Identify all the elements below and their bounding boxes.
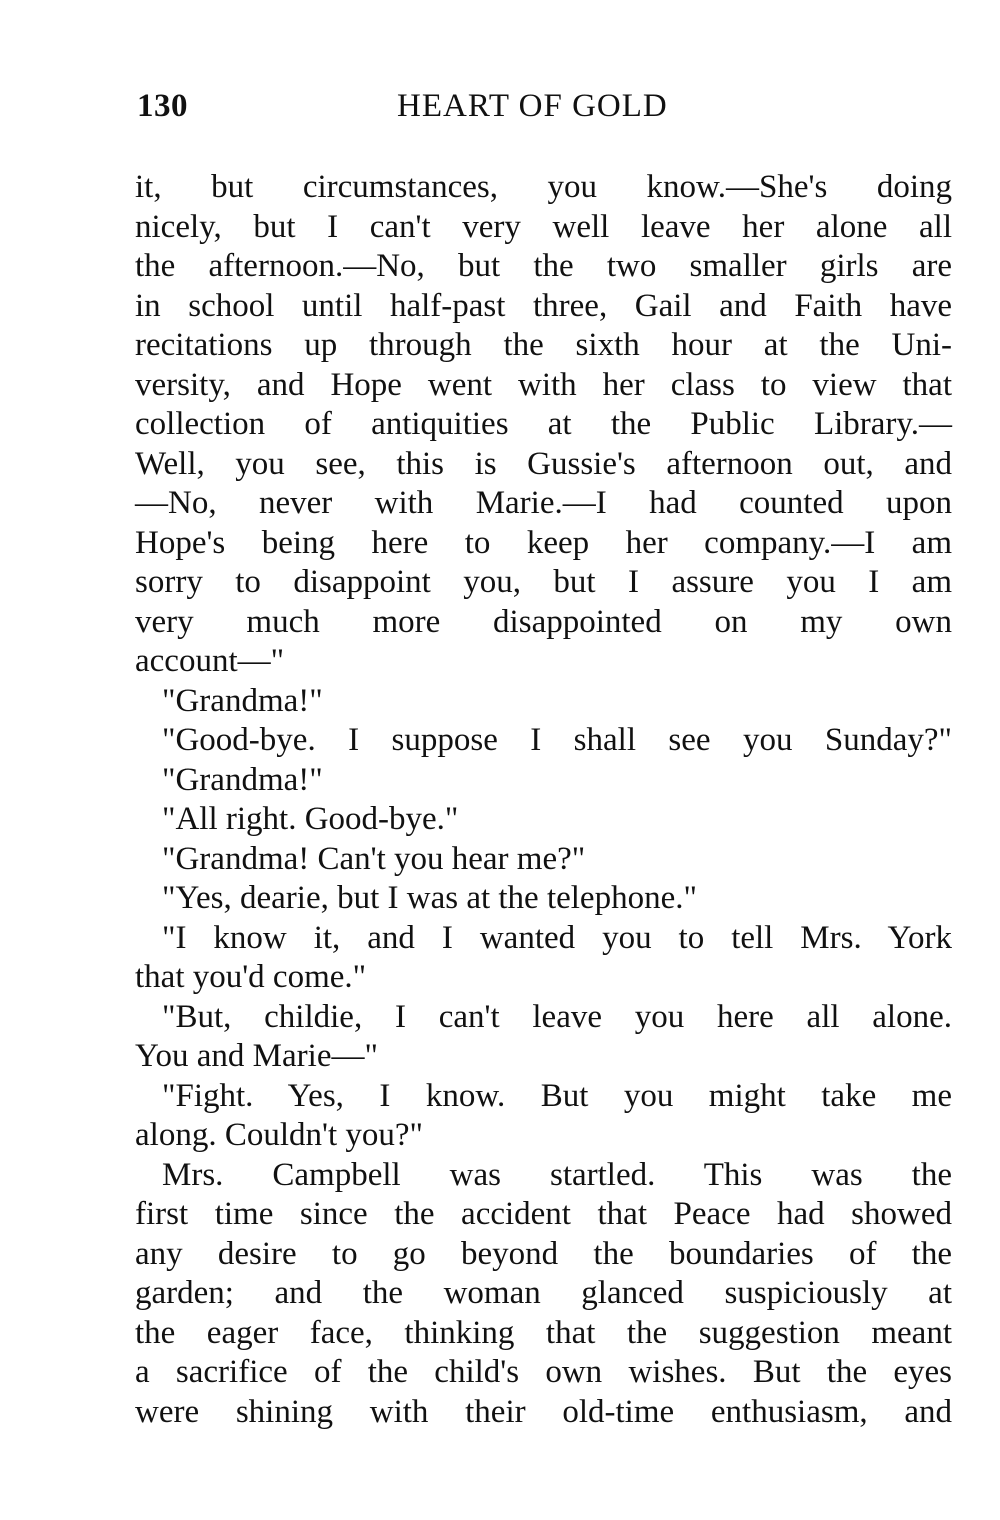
text-line: "Good-bye. I suppose I shall see you Sunday?": [162, 722, 952, 758]
text-line: "I know it, and I wanted you to tell Mrs. York: [162, 919, 952, 956]
text-line: "But, childie, I can't leave you here all alone.: [162, 998, 952, 1035]
text-line: were shining with their old-time enthusiasm, and: [135, 1393, 952, 1430]
page-number: 130: [137, 88, 188, 124]
text-line: garden; and the woman glanced suspiciously at: [135, 1275, 952, 1311]
text-line: —No, never with Marie.—I had counted upon: [135, 485, 952, 521]
text-line: it, but circumstances, you know.—She's doing: [135, 169, 952, 205]
text-line: "All right. Good-bye.": [162, 801, 459, 837]
text-line: "Grandma! Can't you hear me?": [162, 840, 586, 877]
page-header: [137, 88, 952, 132]
text-line: Hope's being here to keep her company.—I am: [135, 524, 952, 561]
text-line: versity, and Hope went with her class to view that: [135, 366, 952, 403]
text-line: collection of antiquities at the Public Library.—: [135, 406, 952, 442]
text-line: the eager face, thinking that the suggestion meant: [135, 1314, 952, 1351]
text-line: "Grandma!": [162, 761, 323, 798]
text-line: sorry to disappoint you, but I assure you I am: [135, 564, 952, 600]
text-line: very much more disappointed on my own: [135, 603, 952, 640]
text-line: "Yes, dearie, but I was at the telephone.": [162, 880, 697, 916]
text-line: in school until half-past three, Gail and Faith have: [135, 287, 952, 324]
text-line: along. Couldn't you?": [135, 1117, 423, 1153]
text-line: "Grandma!": [162, 682, 323, 719]
text-line: "Fight. Yes, I know. But you might take me: [162, 1077, 952, 1114]
text-line: account—": [135, 643, 285, 679]
text-line: nicely, but I can't very well leave her alone all: [135, 208, 952, 245]
text-line: any desire to go beyond the boundaries of the: [135, 1235, 952, 1272]
text-line: the afternoon.—No, but the two smaller girls are: [135, 248, 952, 284]
text-line: Well, you see, this is Gussie's afternoon out, and: [135, 445, 952, 482]
running-head: HEART OF GOLD: [397, 88, 668, 124]
text-line: You and Marie—": [135, 1038, 378, 1074]
text-line: recitations up through the sixth hour at the Uni-: [135, 327, 952, 363]
body-text: [135, 168, 952, 1432]
text-line: a sacrifice of the child's own wishes. But the eyes: [135, 1354, 952, 1390]
text-line: that you'd come.": [135, 959, 367, 995]
text-line: Mrs. Campbell was startled. This was the: [162, 1156, 952, 1193]
text-line: first time since the accident that Peace had showed: [135, 1196, 952, 1232]
